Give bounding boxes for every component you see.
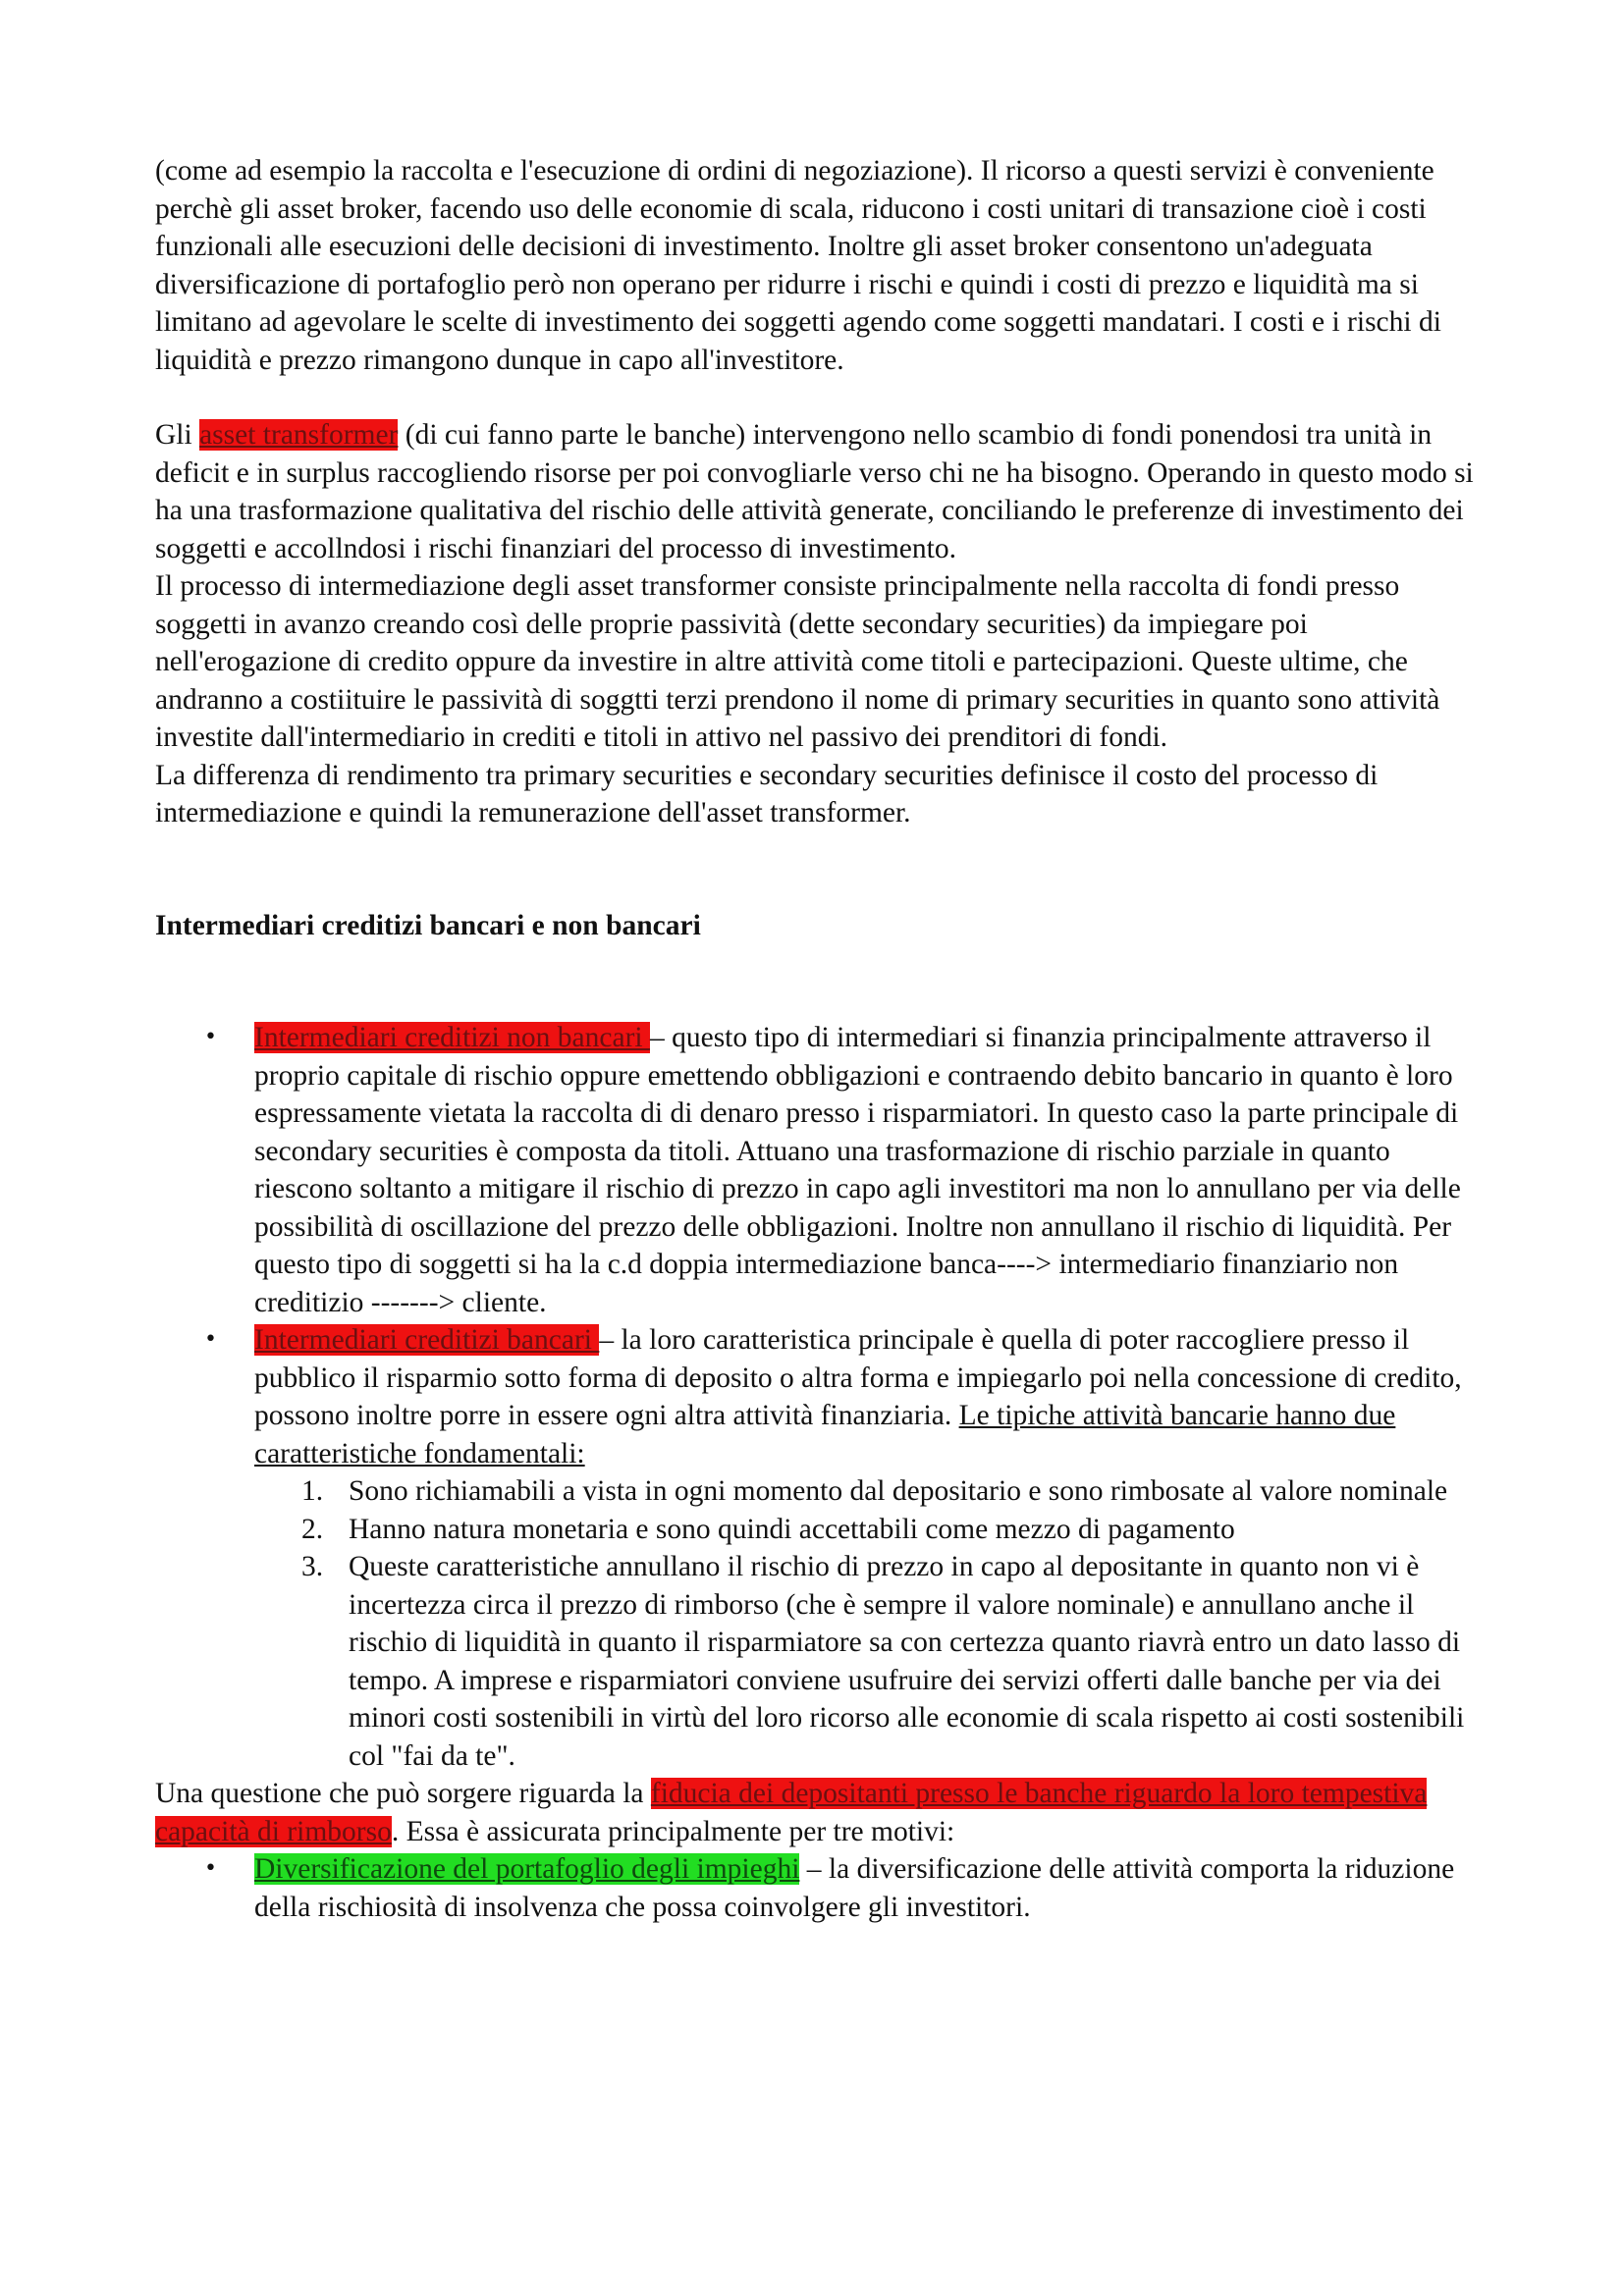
intermediaries-list (155, 1019, 1486, 1775)
intermediation-process-paragraph: Il processo di intermediazione degli asset transformer consiste principalmente nella raccolta di fondi presso soggetti in avanzo creando così delle proprie passività (dette secondary securities) da impiegare poi nell'erogazione di credito oppure da investire in altre attività come titoli e partecipazioni. Queste ultime, che andranno a costiituire le passività di soggtti terzi prendono il nome di primary securities in quanto sono attività investite dall'intermediario in crediti e titoli in attivo nel passivo dei prenditori di fondi. (155, 570, 1440, 753)
trust-highlight: fiducia dei depositanti presso le banche riguardo la loro tempestiva capacità di rimborso (155, 1778, 1428, 1847)
numbered-item (254, 1548, 1486, 1775)
bancari-highlight: Intermediari creditizi bancari (254, 1324, 600, 1356)
non-bancari-text: – questo tipo di intermediari si finanzia principalmente attraverso il proprio capitale di rischio oppure emettendo obbligazioni e contraendo debito bancario in quanto è loro espressamente vietata la raccolta di di denaro presso i risparmiatori. In questo caso la parte principale di secondary securities è composta da titoli. Attuano una trasformazione di rischio parziale in quanto riescono soltanto a mitigare il rischio di prezzo in capo agli investitori ma non lo annullano per via delle possibilità di oscillazione del prezzo delle obbligazioni. Inoltre non annullano il rischio di liquidità. Per questo tipo di soggetti si ha la c.d doppia intermediazione banca----> intermediario finanziario non creditizio -------> cliente. (254, 1022, 1461, 1318)
item-number: 2. (301, 1513, 324, 1545)
trust-lead: Una questione che può sorgere riguarda la (155, 1778, 651, 1809)
trust-reasons-list (155, 1850, 1486, 1926)
asset-transformer-body: (di cui fanno parte le banche) intervengono nello scambio di fondi ponendosi tra unità in deficit e in surplus raccogliendo risorse per poi convogliarle verso chi ne ha bisogno. Operando in questo modo si ha una trasformazione qualitativa del rischio delle attività generate, conciliando le preferenze di investimento dei soggetti e accollndosi i rischi finanziari del processo di investimento. (155, 419, 1474, 564)
bancari-text: – la loro caratteristica principale è quella di poter raccogliere presso il pubblico il risparmio sotto forma di deposito o altra forma e impiegarlo poi nella concessione di credito, possono inoltre porre in essere ogni altra attività finanziaria. (254, 1324, 1462, 1431)
section-heading: Intermediari creditizi bancari e non bancari (155, 909, 701, 941)
trust-question-paragraph (155, 1775, 1486, 1850)
list-item-diversificazione (155, 1850, 1486, 1926)
spacer (155, 832, 1486, 907)
document-page (155, 152, 1486, 1926)
diversificazione-text: – la diversificazione delle attività comporta la riduzione della rischiosità di insolvenza che possa coinvolgere gli investitori. (254, 1853, 1455, 1923)
trust-tail: . Essa è assicurata principalmente per tre motivi: (391, 1815, 955, 1847)
spacer (155, 379, 1486, 416)
intro-paragraph: (come ad esempio la raccolta e l'esecuzione di ordini di negoziazione). Il ricorso a questi servizi è conveniente perchè gli asset broker, facendo uso delle economie di scala, riducono i costi unitari di transazione cioè i costi funzionali alle esecuzioni delle decisioni di investimento. Inoltre gli asset broker consentono un'adeguata diversificazione di portafoglio però non operano per ridurre i rischi e quindi i costi di prezzo e liquidità ma si limitano ad agevolare le scelte di investimento dei soggetti agendo come soggetti mandatari. I costi e i rischi di liquidità e prezzo rimangono dunque in capo all'investitore. (155, 155, 1441, 376)
item-number: 1. (301, 1475, 324, 1507)
bancari-underlined-text: Le tipiche attività bancarie hanno due caratteristiche fondamentali: (254, 1400, 1396, 1469)
item-text: Queste caratteristiche annullano il rischio di prezzo in capo al depositante in quanto non vi è incertezza circa il prezzo di rimborso (che è sempre il valore nominale) e annullano anche il rischio di liquidità in quanto il risparmiatore sa con certezza quanto riavrà entro un dato lasso di tempo. A imprese e risparmiatori conviene usufruire dei servizi offerti dalle banche per via dei minori costi sostenibili in virtù del loro ricorso alle economie di scala rispetto ai costi sostenibili col "fai da te". (349, 1551, 1465, 1772)
item-number: 3. (301, 1551, 324, 1582)
asset-transformer-highlight: asset transformer (199, 419, 399, 451)
list-item-bancari (155, 1321, 1486, 1775)
item-text: Sono richiamabili a vista in ogni momento dal depositario e sono rimbosate al valore nominale (349, 1475, 1448, 1507)
yield-difference-paragraph: La differenza di rendimento tra primary securities e secondary securities definisce il costo del processo di intermediazione e quindi la remunerazione dell'asset transformer. (155, 759, 1379, 828)
diversificazione-highlight: Diversificazione del portafoglio degli impieghi (254, 1853, 800, 1885)
asset-transformer-paragraph (155, 416, 1486, 567)
non-bancari-highlight: Intermediari creditizi non bancari (254, 1022, 650, 1053)
asset-transformer-lead: Gli (155, 419, 200, 451)
numbered-item (254, 1511, 1486, 1549)
bank-characteristics-list (254, 1472, 1486, 1775)
list-item-non-bancari (155, 1019, 1486, 1321)
spacer (155, 944, 1486, 1019)
numbered-item (254, 1472, 1486, 1511)
item-text: Hanno natura monetaria e sono quindi accettabili come mezzo di pagamento (349, 1513, 1235, 1545)
